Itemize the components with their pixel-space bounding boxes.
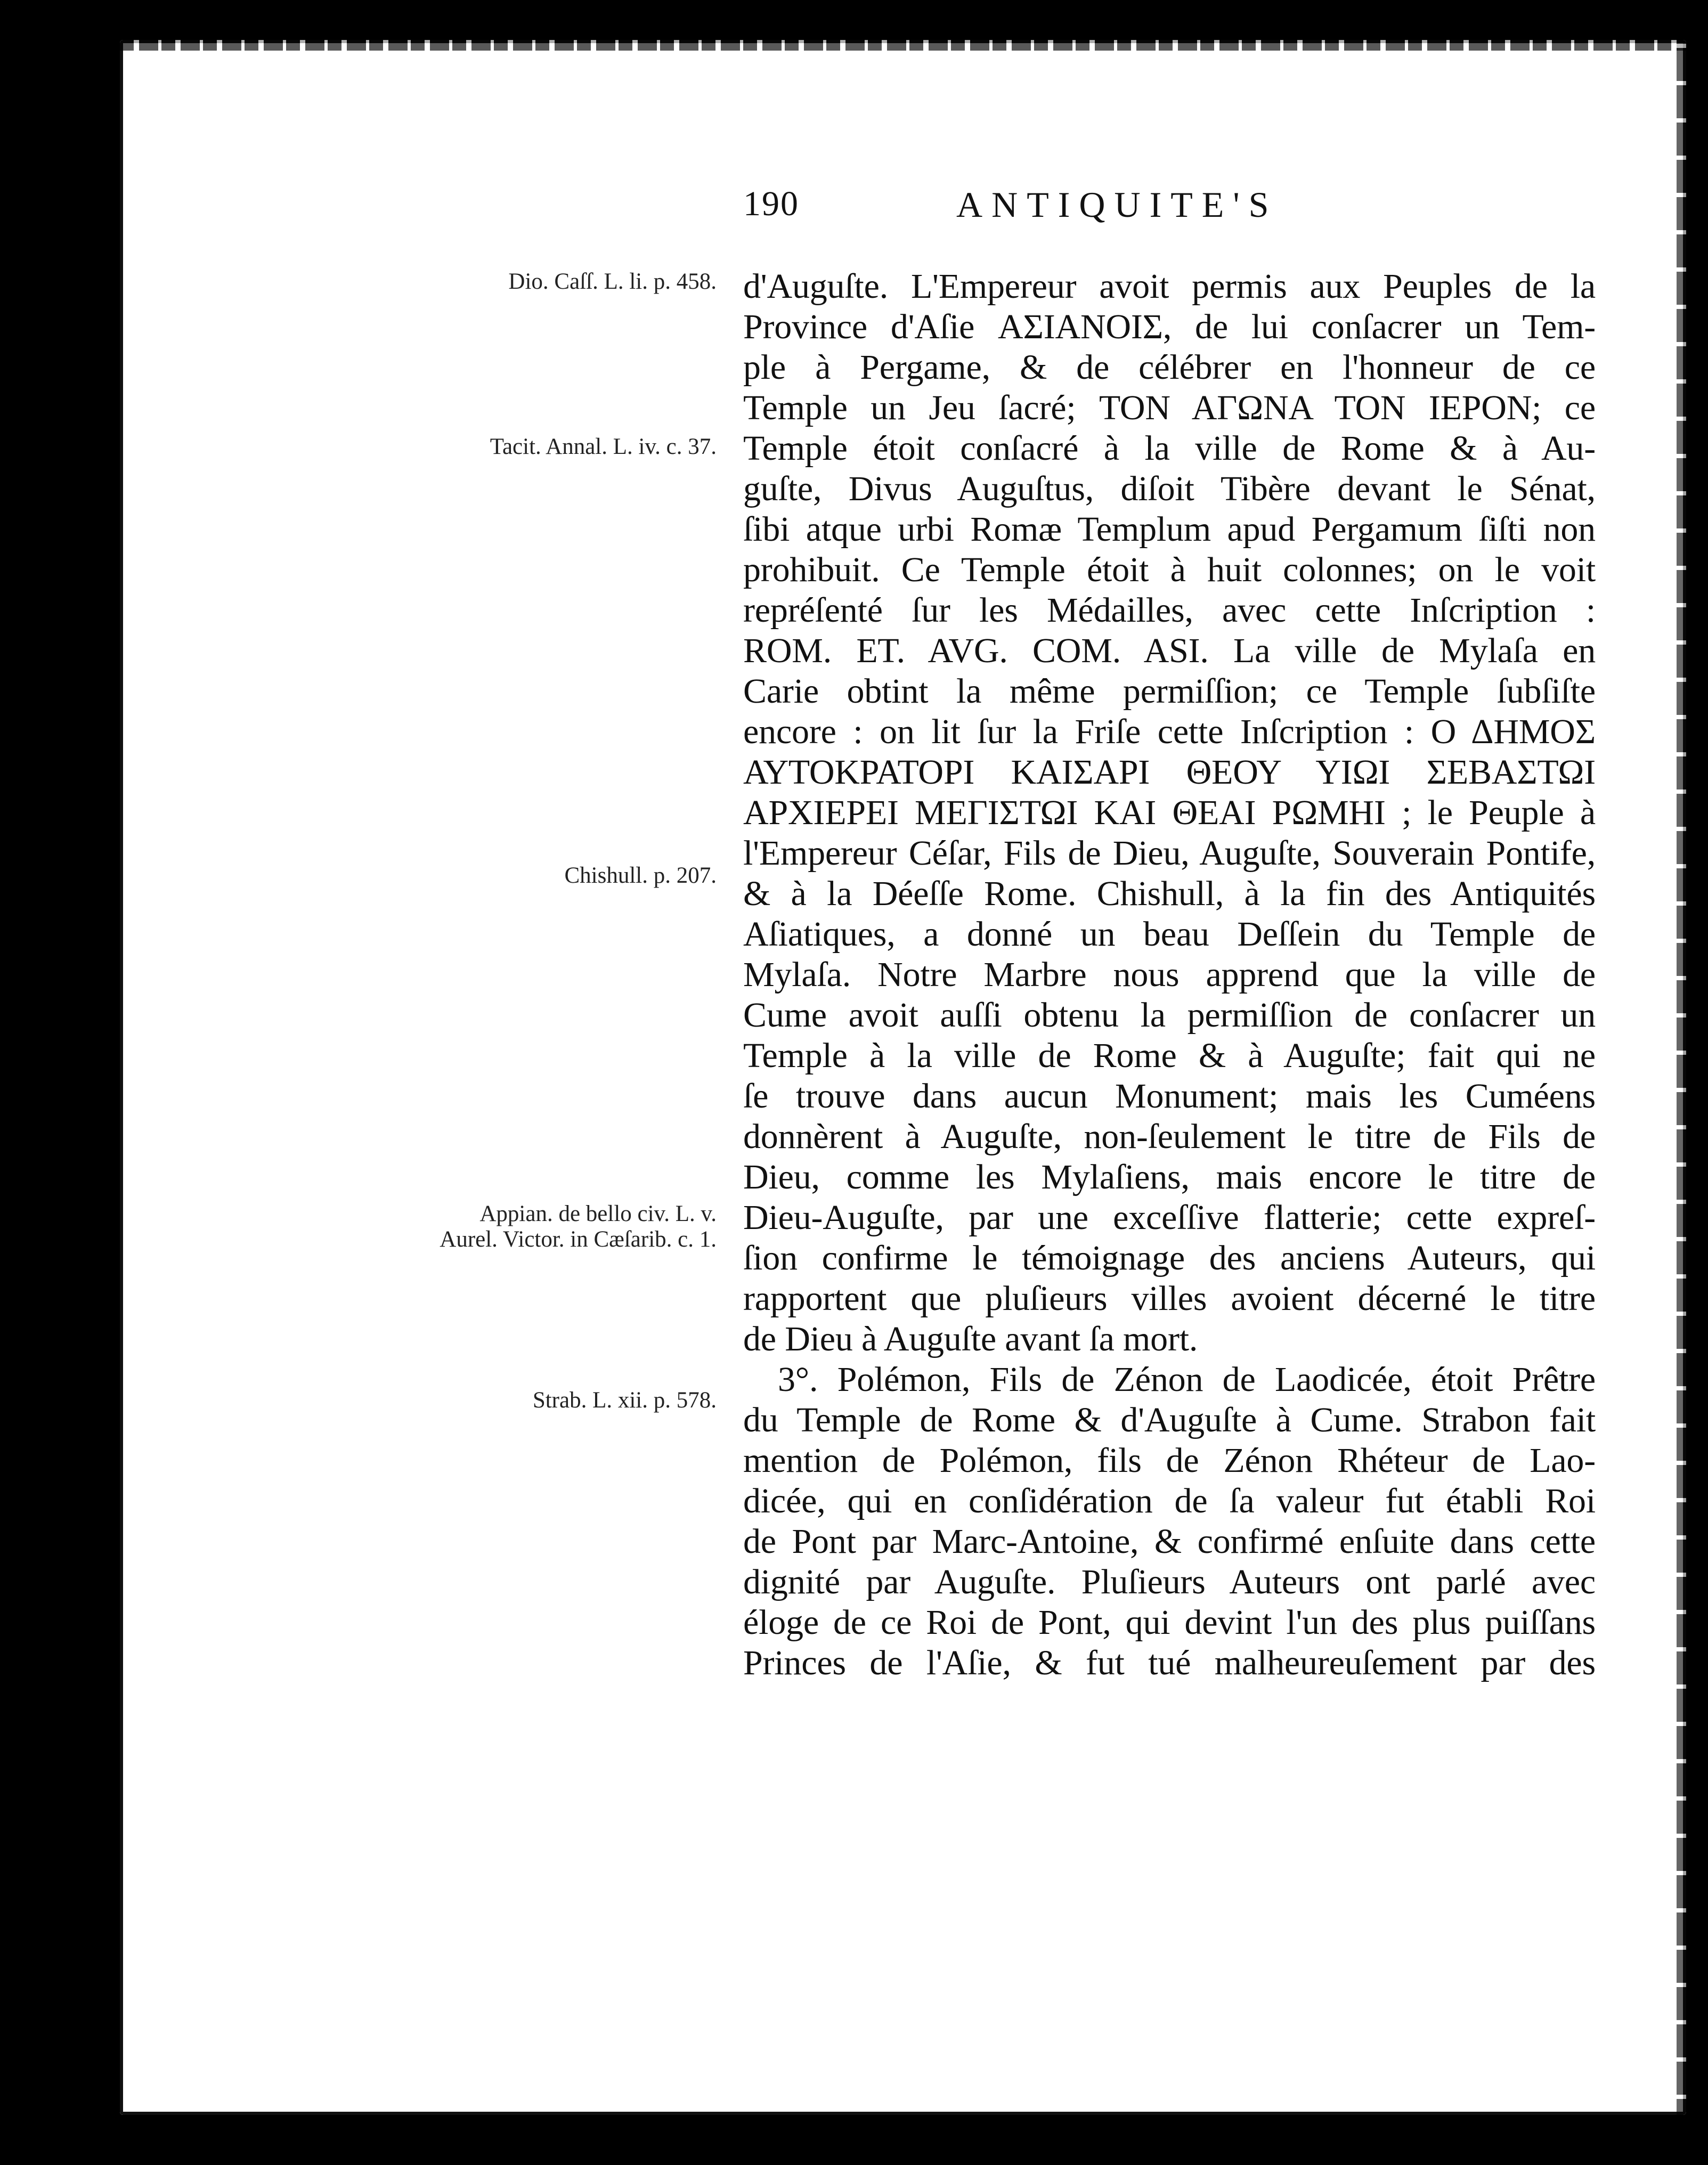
- margin-notes: [429, 269, 717, 1867]
- text-line: repréſenté ſur les Médailles, avec cette Inſcription :: [743, 591, 1596, 630]
- text-line: d'Auguſte. L'Empereur avoit permis aux Peuples de la: [743, 267, 1596, 306]
- text-line: Dieu, comme les Mylaſiens, mais encore le titre de: [743, 1158, 1596, 1197]
- text-line: dignité par Auguſte. Pluſieurs Auteurs ont parlé avec: [743, 1562, 1596, 1601]
- text-line: ſe trouve dans aucun Monument; mais les Cuméens: [743, 1077, 1596, 1116]
- text-line: ΑΥΤΟΚΡΑΤΟΡΙ ΚΑΙΣΑΡΙ ΘΕΟΥ ΥΙΩΙ ΣΕΒΑΣΤΩΙ: [743, 753, 1596, 792]
- margin-note: Strab. L. xii. p. 578.: [532, 1388, 717, 1413]
- text-line: Princes de l'Aſie, & fut tué malheureuſement par des: [743, 1643, 1596, 1682]
- text-line: prohibuit. Ce Temple étoit à huit colonnes; on le voit: [743, 550, 1596, 589]
- running-title: ANTIQUITE'S: [956, 184, 1278, 225]
- text-line: Temple étoit conſacré à la ville de Rome & à Au-: [743, 429, 1596, 468]
- text-line: de Pont par Marc-Antoine, & confirmé enſuite dans cette: [743, 1522, 1596, 1561]
- page-number: 190: [743, 184, 799, 223]
- body-text: [743, 266, 1596, 1682]
- text-line: de Dieu à Auguſte avant ſa mort.: [743, 1320, 1198, 1358]
- text-line: Temple un Jeu ſacré; ΤΟΝ ΑΓΩΝΑ ΤΟΝ ΙΕΡΟΝ; ce: [743, 388, 1596, 427]
- book-page: [120, 40, 1686, 2115]
- text-line: Temple à la ville de Rome & à Auguſte; fait qui ne: [743, 1036, 1596, 1075]
- text-line: mention de Polémon, fils de Zénon Rhéteur de Lao-: [743, 1441, 1596, 1480]
- text-line: ſion confirme le témoignage des anciens Auteurs, qui: [743, 1239, 1596, 1277]
- text-line: donnèrent à Auguſte, non-ſeulement le titre de Fils de: [743, 1117, 1596, 1156]
- text-line: Province d'Aſie ΑΣΙΑΝΟΙΣ, de lui conſacrer un Tem-: [743, 307, 1596, 346]
- text-line: l'Empereur Céſar, Fils de Dieu, Auguſte, Souverain Pontife,: [743, 834, 1596, 873]
- text-line: Mylaſa. Notre Marbre nous apprend que la ville de: [743, 955, 1596, 994]
- margin-note: Dio. Caſſ. L. li. p. 458.: [508, 269, 717, 294]
- text-line: ſibi atque urbi Romæ Templum apud Pergamum ſiſti non: [743, 510, 1596, 549]
- text-line: Aſiatiques, a donné un beau Deſſein du Temple de: [743, 915, 1596, 954]
- text-line: ROM. ET. AVG. COM. ASI. La ville de Mylaſa en: [743, 631, 1596, 670]
- margin-note: Chishull. p. 207.: [564, 863, 717, 888]
- margin-note: Appian. de bello civ. L. v. Aurel. Victor. in Cæſarib. c. 1.: [440, 1201, 717, 1252]
- page-header: [743, 184, 1580, 242]
- text-line: Dieu-Auguſte, par une exceſſive flatterie; cette expreſ-: [743, 1198, 1596, 1237]
- text-line: rapportent que pluſieurs villes avoient décerné le titre: [743, 1279, 1596, 1318]
- text-line: du Temple de Rome & d'Auguſte à Cume. Strabon fait: [743, 1401, 1596, 1439]
- text-line: encore : on lit ſur la Friſe cette Inſcription : Ο ΔΗΜΟΣ: [743, 712, 1596, 751]
- text-line: 3°. Polémon, Fils de Zénon de Laodicée, étoit Prêtre: [778, 1360, 1596, 1399]
- text-line: Carie obtint la même permiſſion; ce Temple ſubſiſte: [743, 672, 1596, 711]
- margin-note: Tacit. Annal. L. iv. c. 37.: [490, 434, 717, 459]
- text-line: & à la Déeſſe Rome. Chishull, à la fin des Antiquités: [743, 874, 1596, 913]
- text-line: guſte, Divus Auguſtus, diſoit Tibère devant le Sénat,: [743, 469, 1596, 508]
- text-line: Cume avoit auſſi obtenu la permiſſion de conſacrer un: [743, 996, 1596, 1035]
- text-line: ΑΡΧΙΕΡΕΙ ΜΕΓΙΣΤΩΙ ΚΑΙ ΘΕΑΙ ΡΩΜΗΙ ; le Peuple à: [743, 793, 1596, 832]
- text-line: éloge de ce Roi de Pont, qui devint l'un des plus puiſſans: [743, 1603, 1596, 1642]
- text-line: ple à Pergame, & de célébrer en l'honneur de ce: [743, 348, 1596, 387]
- text-line: dicée, qui en conſidération de ſa valeur fut établi Roi: [743, 1482, 1596, 1520]
